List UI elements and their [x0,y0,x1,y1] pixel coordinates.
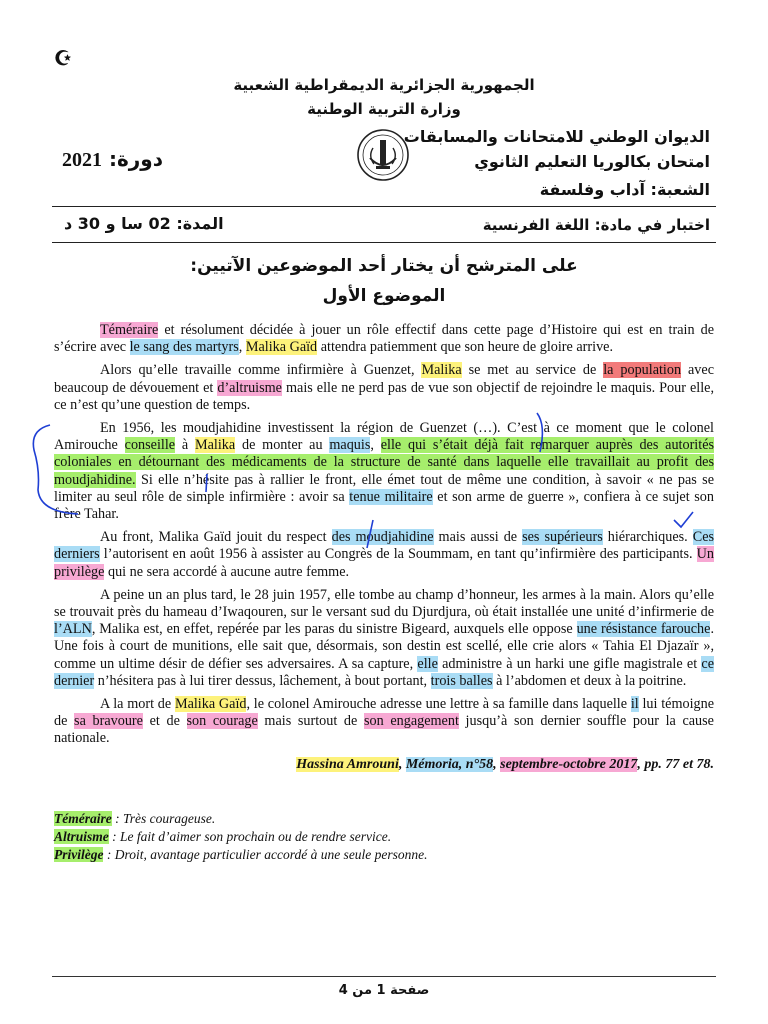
reading-text [54,322,714,773]
text-run: se met au service de [461,362,604,379]
highlight: Malika Gaïd [245,339,318,356]
highlight: il [630,696,639,713]
highlight: Ces derniers [54,529,715,563]
highlight: Malika Gaïd [174,696,247,713]
glossary-term: Altruisme [54,829,109,844]
text-run: , le colonel Amirouche adresse une lettre à sa famille dans laquelle [246,696,631,713]
text-run: et de [142,713,187,730]
source-date: septembre-octobre 2017 [500,756,638,772]
session-label: دورة: [108,147,163,171]
text-run: , [398,756,406,772]
text-run: de monter au [235,437,330,454]
duration [64,214,224,233]
republic-name: الجمهورية الجزائرية الديمقراطية الشعبية [233,76,535,94]
duration-label: المدة: [176,214,224,233]
exam-name: امتحان بكالوريا التعليم الثانوي [474,152,710,171]
highlight: conseille [124,437,176,454]
text-run: administre à un harki une gifle magistrale et [437,655,702,672]
session-year-value: 2021 [62,149,102,171]
highlight: elle [417,655,438,672]
highlight: trois balles [430,672,493,689]
highlight: ce dernier [54,655,714,689]
paragraph-1 [54,322,714,356]
text-run: lui témoigne de [54,696,715,730]
ministry-emblem-icon [356,128,410,182]
paragraph-6 [54,696,714,748]
text-run: l’autorisent en août 1956 à assister au Congrès de la Soummam, en tant qu’infirmière des participants. [99,546,697,563]
text-run: A peine un an plus tard, le 28 juin 1957, elle tombe au champ d’honneur, les armes à la main. Alors qu’elle se trouvait près du hameau d’Iwaqouren, sur le versant sud du Djurdjura, où était installée une unité d’infirmerie de [54,586,714,621]
glossary-item [54,846,714,864]
source-citation [54,756,714,773]
text-run: n’hésitera pas à lui tirer dessus, lâchement, à bout portant, [94,672,431,689]
glossary-definition: Droit, avantage particulier accordé à une seule personne. [114,847,428,862]
highlight: des moudjahidine [331,529,434,546]
text-run: . Une fois à court de munitions, elle sait que, désormais, son destin est scellé, elle crie alors « Tahia El Djazaïr », comme un ultime désir de défier ses adversaires. A sa capture, [54,621,714,672]
subject-divider [52,242,716,243]
text-run: mais elle ne perd pas de vue son objectif de rejoindre le maquis. Pour elle, ce n’est qu’une question de temps. [54,379,714,413]
glossary [54,810,714,864]
text-run: à l’abdomen et deux à la poitrine. [492,672,687,689]
highlight: elle qui s’était déjà fait remarquer auprès des autorités coloniales en détournant des médicaments de la structure de santé dans laquelle elle travaillait au profit des moudjahidine. [54,437,715,488]
office-name: الديوان الوطني للامتحانات والمسابقات [403,127,710,146]
page-number: صفحة 1 من 4 [338,983,430,998]
highlight: une résistance farouche [576,621,711,638]
highlight: Malika [194,437,236,454]
glossary-item [54,810,714,828]
highlight: d’altruisme [217,379,282,396]
glossary-separator: : [108,829,121,844]
text-run: mais aussi de [433,529,523,546]
highlight: le sang des martyrs [129,339,239,356]
session-year [62,147,163,172]
paragraph-2 [54,362,714,414]
subject-label: اختبار في مادة: اللغة الفرنسية [482,216,710,234]
glossary-definition: Le fait d’aimer son prochain ou de rendre service. [120,829,392,844]
text-run: , [370,437,381,454]
text-run: qui ne sera accordé à aucune autre femme. [104,563,350,580]
duration-hours: 02 [148,214,171,233]
text-run: jusqu’à son dernier souffle pour la cause nationale. [54,713,714,747]
text-run: à [175,437,195,454]
paragraph-3 [54,420,714,523]
highlight: maquis [329,437,371,454]
text-run: avec beaucoup de dévouement et [54,362,714,396]
glossary-term: Privilège [54,847,104,862]
crescent-star-icon: ☪ [54,48,72,70]
highlight: Téméraire [100,322,159,338]
source-journal: Mémoria, n°58 [405,756,494,772]
highlight: la population [603,362,682,379]
text-run: , [493,756,501,772]
highlight: ses supérieurs [522,529,603,546]
text-run: En 1956, les moudjahidine investissent la région de Guenzet (…). C’est à ce moment que le colonel Amirouche [54,420,714,454]
highlight: l’ALN [54,621,92,638]
text-run: , Malika est, en effet, repérée par les paras du sinistre Bigeard, auxquels elle oppose [91,621,577,638]
text-run: Alors qu’elle travaille comme infirmière à Guenzet, [100,362,422,379]
text-run: , [238,339,246,356]
footer-divider [52,976,716,977]
instruction: على المترشح أن يختار أحد الموضوعين الآتيين: [190,256,578,276]
highlight: tenue militaire [349,488,433,505]
paragraph-4 [54,529,714,581]
source-author: Hassina Amrouni [296,756,399,772]
glossary-separator: : [103,847,115,862]
glossary-item [54,828,714,846]
text-run: Si elle n’hésite pas à rallier le front, elle émet tout de même une condition, à savoir « ne pas se limiter au seul rôle de simple infirmière : avoir sa [54,471,714,505]
glossary-separator: : [111,811,123,826]
text-run: attendra patiemment que son heure de gloire arrive. [317,339,614,356]
header-divider [52,206,716,207]
highlight: son courage [186,713,258,730]
text-run: Au front, Malika Gaïd jouit du respect [100,529,332,546]
highlight: son engagement [363,713,459,730]
source-pages: , pp. 77 et 78. [637,756,714,772]
text-run: et son arme de guerre », confiera à ce sujet son frère Tahar. [54,488,714,523]
text-run: mais surtout de [257,713,364,730]
stream-label: الشعبة: آداب وفلسفة [539,180,710,199]
text-run: et résolument décidée à jouer un rôle effectif dans cette page d’Histoire qui est en train de s’écrire avec [54,322,714,356]
duration-minutes: 30 [77,214,101,233]
highlight: sa bravoure [74,713,143,730]
text-run: A la mort de [100,696,175,713]
ministry-name: وزارة التربية الوطنية [307,100,461,118]
glossary-term: Téméraire [54,811,112,826]
topic-title: الموضوع الأول [322,286,446,306]
duration-hours-unit: سا و [105,214,143,233]
glossary-definition: Très courageuse. [122,811,216,826]
duration-minutes-unit: د [64,214,73,233]
highlight: Un privilège [54,546,714,580]
paragraph-5 [54,587,714,690]
highlight: Malika [421,362,462,379]
text-run: hiérarchiques. [602,529,693,546]
